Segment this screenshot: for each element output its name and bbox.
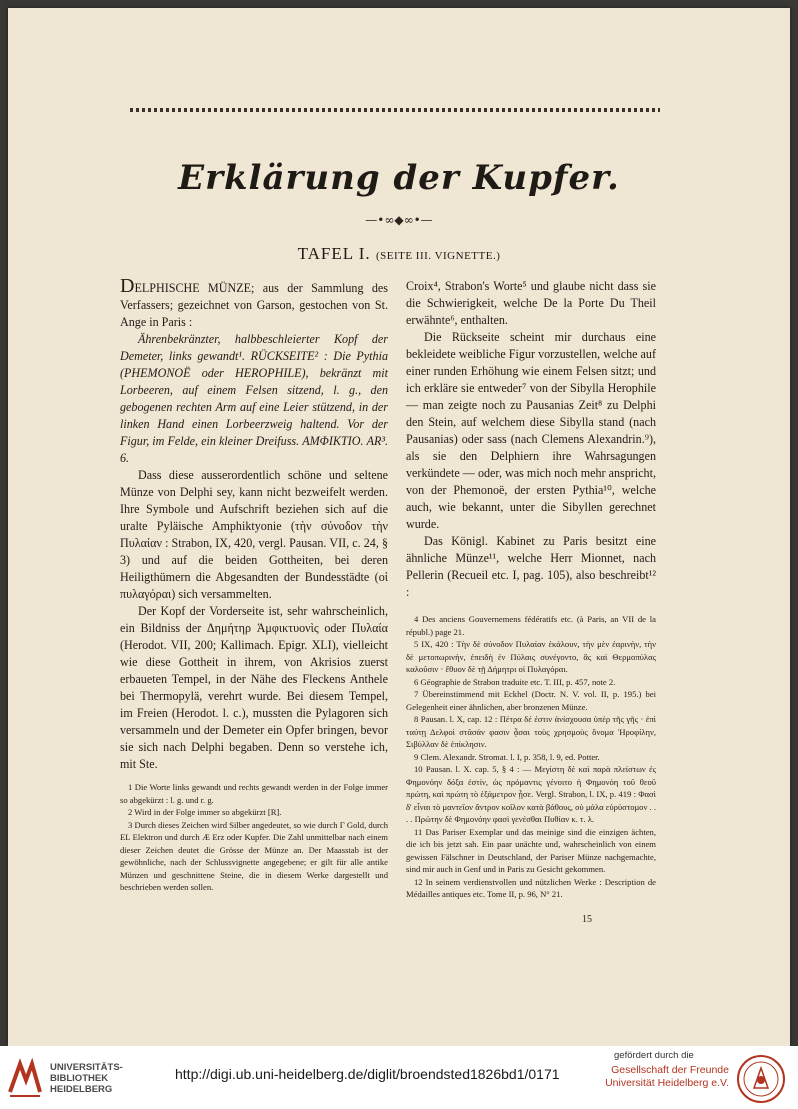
left-footnotes — [120, 781, 388, 894]
library-name: UNIVERSITÄTS- BIBLIOTHEK HEIDELBERG — [50, 1062, 123, 1095]
book-page — [8, 8, 790, 1046]
footnote-2: 2 Wird in der Folge immer so abgekürzt [R]. — [128, 807, 282, 817]
viewer-footer — [0, 1046, 798, 1109]
footnote-9: 9 Clem. Alexandr. Stromat. l. I, p. 358, l. 9, ed. Potter. — [414, 751, 600, 762]
right-paragraph-1: Croix⁴, Strabon's Worte⁵ und glaube nicht dass sie die Schwierigkeit, welche De la Porte Du Theil erwähnte⁶, enthalten. — [406, 279, 656, 327]
dotted-top-rule — [130, 108, 660, 112]
page-title: Erklärung der Kupfer. — [178, 158, 620, 198]
plate-main: TAFEL I. — [297, 244, 371, 263]
left-paragraph-3: Dass diese ausserordentlich schöne und seltene Münze von Delphi sey, kann nicht bezweifelt werden. Ihre Symbole und Aufschrift beziehen sich auf die uralte Pyläische Amphiktyonie (τὴν σύνοδον τὴν Πυλαίαν : Strabon, IX, 420, vergl. Pausan. VII, c. 24, § 3) und auf die beiden Gottheiten, bei deren Heiligthümern die Abgesandten der Bundesstädte (οἱ πυλαγόραι) sich versammelten. — [120, 468, 388, 601]
footnote-7: 7 Übereinstimmend mit Eckhel (Doctr. N. V. vol. II, p. 195.) bei Gelegenheit einer ähnlichen, aber bronzenen Münze. — [406, 689, 656, 712]
footnote-8: 8 Pausan. l. X, cap. 12 : Πέτρα δέ ἐστιν ἀνίσχουσα ὑπὲρ τῆς γῆς · ἐπὶ ταύτῃ Δελφοὶ στᾶσάν φασιν ᾆσαι τοὺς χρησμοὺς ὄνομα Ἡροφίλην, Σιβύλλαν δὲ ἐπίκλησιν. — [406, 714, 656, 749]
left-paragraph-4: Der Kopf der Vorderseite ist, sehr wahrscheinlich, ein Bildniss der Δημήτηρ Ἀμφικτυονὶς oder Πυλαία (Herodot. VII, 200; Kallimach. Epigr. XLI), vielleicht wie diese Gottheit in ihrem, von Akrisios zuerst erbaueten Tempel, in der Nähe des Fleckens Anthele bei Thermopylä, verehrt wurde. Bei diesem Tempel, im Freien (Herodot. l. c.), mussten die Pylagoren sich versammeln und der Demeter ein Opfer bringen, bevor sie sich nach Delphi begaben. Denn so verstehe ich, mit Ste. — [120, 604, 388, 771]
plate-sub: (SEITE III. VIGNETTE.) — [375, 250, 501, 262]
footnote-11: 11 Das Pariser Exemplar und das meinige sind die einzigen ächten, die ich bis jetzt sah. Ein paar unächte und, wahrscheinlich von einem gewissen Fälschner in Deutschland, der Pariser Münze nachgemachte, sind mir auch in Genf und in Paris zu Gesicht gekommen. — [406, 826, 656, 874]
permalink-url[interactable]: http://digi.ub.uni-heidelberg.de/diglit/broendsted1826bd1/0171 — [175, 1066, 560, 1082]
right-column — [406, 278, 656, 901]
plate-heading — [8, 244, 790, 264]
left-column — [120, 275, 388, 894]
drop-cap: D — [120, 275, 135, 297]
sponsor-name[interactable]: Gesellschaft der Freunde Universität Heidelberg e.V. — [605, 1064, 729, 1089]
right-paragraph-2: Die Rückseite scheint mir durchaus eine bekleidete weibliche Figur vorzustellen, welche auf einer runden Erhöhung wie einem Felsen sitzt; und ich erkläre sie entweder⁷ von der Sibylla Herophile — man zeigte noch zu Pausanias Zeit⁸ zu Delphi den Stein, auf welchem diese Sibylla stand (nach Pausanias) oder sass (nach Clemens Alexandrin.⁹), als sie den Delphiern ihre Wahrsagungen verkündete — oder, was mich noch mehr anspricht, von der Phemonoë, der ersten Pythia¹⁰, welche auch, wie bekannt, unter die Sibyllen gerechnet wurde. — [406, 330, 656, 531]
page-number: 15 — [582, 914, 592, 925]
right-footnotes — [406, 613, 656, 901]
footnote-5: 5 IX, 420 : Τὴν δὲ σύνοδον Πυλαίαν ἐκάλουν, τὴν μὲν ἐαρινὴν, τὴν δὲ μετοπωρινὴν, ἐπειδὴ ἐν Πύλαις συνέγοντο, ἃς καὶ Θερμοπύλας καλοῦσιν · ἔθυον δὲ τῇ Δήμητρι οἱ Πυλαγόραι. — [406, 639, 656, 674]
footnote-10: 10 Pausan. l. X. cap. 5, § 4 : — Μεγίστη δὲ καὶ παρὰ πλείστων ἐς Φημονόην δόξα ἐστίν, ὡς πρόμαντις γένοιτο ἡ Φημονόη τοῦ θεοῦ πρώτη, καὶ πρώτη τὸ ἑξάμετρον ᾖσε. Vergl. Strabon, l. IX, p. 419 : Φασὶ δ' εἶναι τὸ μαντεῖον ἄντρον κοῖλον κατὰ βάθους, οὐ μάλα εὐρύστομον . . . . Πρώτην δὲ Φημονόην φασὶ γενέσθαι Πυθίαν κ. τ. λ. — [406, 764, 656, 824]
title-ornament: —•∞◆∞•— — [365, 213, 433, 227]
left-paragraph-2: Ährenbekränzter, halbbeschleierter Kopf der Demeter, links gewandt¹. RÜCKSEITE² : Die Pythia (PHEMONOË oder HEROPHILE), bekränzt mit Lorbeeren, auf einem Felsen sitzend, l. g., den gebogenen rechten Arm auf eine Leier stützend, in der linken Hand einen Lorbeerzweig haltend. Vor der Figur, im Felde, ein kleiner Dreifuss. ΑΜΦΙΚΤΙΟ. AR³. 6. — [120, 332, 388, 465]
footnote-6: 6 Géographie de Strabon traduite etc. T. III, p. 457, note 2. — [414, 676, 616, 687]
left-paragraph-1: DELPHISCHE MÜNZE; aus der Sammlung des Verfassers; gezeichnet von Garson, gestochen von St. Ange in Paris : — [120, 275, 388, 329]
right-paragraph-3: Das Königl. Kabinet zu Paris besitzt eine ähnliche Münze¹¹, welche Herr Mionnet, nach Pellerin (Recueil etc. I, pag. 105), also beschreibt¹² : — [406, 534, 656, 599]
library-logo-icon — [6, 1058, 44, 1098]
footnote-1: 1 Die Worte links gewandt und rechts gewandt werden in der Folge immer so abgekürzt : l. g. und r. g. — [120, 782, 388, 805]
footnote-4: 4 Des anciens Gouvernemens fédératifs etc. (à Paris, an VII de la républ.) page 21. — [406, 614, 656, 637]
footnote-12: 12 In seinem verdienstvollen und nützlichen Werke : Description de Médailles antiques etc. Tome II, p. 96, N° 21. — [406, 876, 656, 899]
sponsor-label: gefördert durch die — [614, 1050, 694, 1061]
footnote-3: 3 Durch dieses Zeichen wird Silber angedeutet, so wie durch Γ Gold, durch EL Elektron und durch Æ Erz oder Kupfer. Die Zahl unmittelbar nach einem dieser Zeichen deutet die Grösse der Münze an. Der Maasstab ist der gewöhnliche, nach der Schlussvignette angegebene; er gilt für alle antike Münzen und geschnittene Steine, die in diesem Werke dargestellt und beschrieben werden sollen. — [120, 819, 388, 892]
university-seal-icon — [736, 1054, 786, 1104]
